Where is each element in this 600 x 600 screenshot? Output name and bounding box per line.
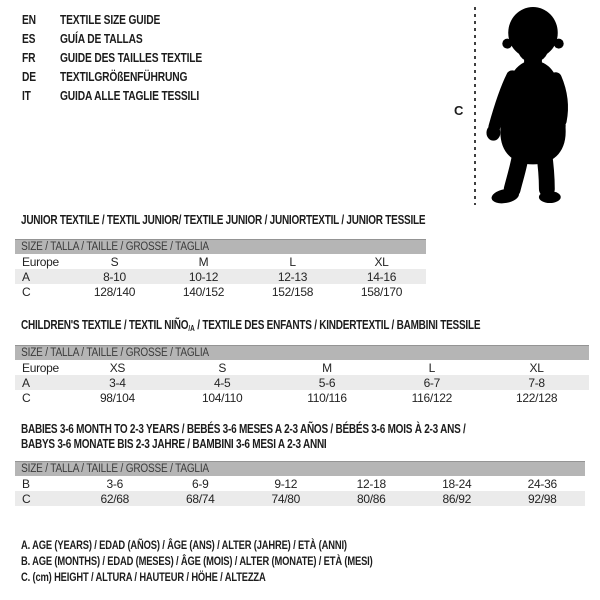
age-cell: 7-8 [528, 375, 545, 390]
size-cell: XS [109, 360, 126, 375]
age-cell: 6-7 [423, 375, 441, 390]
language-code: IT [22, 89, 31, 103]
children-section-title [21, 318, 480, 333]
language-title: GUIDA ALLE TAGLIE TESSILI [60, 89, 200, 103]
size-header-label: SIZE / TALLA / TAILLE / GRÖSSE / TAGLIA [21, 241, 209, 253]
age-cell: 6-9 [192, 476, 209, 491]
height-cell: 140/152 [182, 284, 225, 299]
height-cell: 122/128 [515, 390, 558, 405]
size-cell: XL [529, 360, 544, 375]
height-cell: 80/86 [356, 491, 386, 506]
height-cell: 158/170 [360, 284, 403, 299]
size-header-bar [15, 239, 426, 254]
size-cell: XL [374, 254, 389, 269]
row-label: C [22, 491, 31, 506]
size-cell: L [428, 360, 435, 375]
junior-section-title: JUNIOR TEXTILE / TEXTIL JUNIOR/ TEXTILE JUNIOR / JUNIORTEXTIL / JUNIOR TESSILE [21, 213, 426, 227]
table-row-europe [15, 360, 589, 375]
children-title-text: CHILDREN'S TEXTILE / TEXTIL NIÑO [21, 318, 189, 332]
row-label: Europe [22, 360, 59, 375]
babies-size-table [15, 461, 585, 506]
height-cell: 98/104 [99, 390, 135, 405]
height-cell: 152/158 [271, 284, 314, 299]
language-row [22, 49, 233, 68]
language-title: GUÍA DE TALLAS [60, 32, 143, 46]
age-cell: 14-16 [366, 269, 397, 284]
children-title-text: / TEXTILE DES ENFANTS / KINDERTEXTIL / BAMBINI TESSILE [194, 318, 481, 332]
size-cell: M [198, 254, 209, 269]
babies-title-line1: BABIES 3-6 MONTH TO 2-3 YEARS / BEBÉS 3-6 MESES A 2-3 AÑOS / BÉBÉS 3-6 MOIS À 2-3 ANS / [21, 422, 466, 436]
height-measure-label: C [454, 103, 464, 118]
babies-table-grid [15, 476, 585, 506]
language-title-list [22, 11, 233, 106]
height-cell: 110/116 [307, 390, 347, 405]
size-header-label: SIZE / TALLA / TAILLE / GRÖSSE / TAGLIA [21, 463, 209, 475]
height-cell: 128/140 [93, 284, 136, 299]
size-cell: S [218, 360, 227, 375]
legend-line-a: A. AGE (YEARS) / EDAD (AÑOS) / ÂGE (ANS) / ALTER (JAHRE) / ETÀ (ANNI) [21, 538, 347, 552]
size-cell: S [110, 254, 119, 269]
age-cell: 12-13 [277, 269, 308, 284]
babies-section-title [21, 422, 466, 452]
age-cell: 10-12 [188, 269, 219, 284]
age-cell: 24-36 [527, 476, 557, 491]
row-label: C [22, 284, 31, 299]
age-cell: 5-6 [318, 375, 336, 390]
junior-table-grid [15, 254, 426, 299]
age-cell: 3-6 [106, 476, 123, 491]
language-row [22, 68, 233, 87]
legend-line-c: C. (cm) HEIGHT / ALTURA / HAUTEUR / HÖHE / ALTEZZA [21, 570, 266, 584]
age-cell: 3-4 [109, 375, 126, 390]
language-row [22, 87, 233, 106]
age-cell: 4-5 [213, 375, 231, 390]
children-table-grid [15, 360, 589, 405]
table-row-europe [15, 254, 426, 269]
height-cell: 74/80 [271, 491, 301, 506]
junior-size-table [15, 239, 426, 299]
table-row-height [15, 284, 426, 299]
children-size-table [15, 345, 589, 405]
table-row-age [15, 269, 426, 284]
height-cell: 104/110 [202, 390, 243, 405]
table-row-age [15, 375, 589, 390]
language-code: ES [22, 32, 36, 46]
language-row [22, 11, 233, 30]
height-measure-dotted-line [474, 7, 476, 205]
age-cell: 8-10 [103, 269, 126, 284]
age-cell: 18-24 [442, 476, 472, 491]
age-cell: 12-18 [356, 476, 386, 491]
size-cell: L [289, 254, 296, 269]
language-title: GUIDE DES TAILLES TEXTILE [60, 51, 203, 65]
language-code: DE [22, 70, 36, 84]
measure-legend [21, 537, 472, 585]
language-row [22, 30, 233, 49]
language-code: EN [22, 13, 36, 27]
size-header-bar [15, 461, 585, 476]
row-label: C [22, 390, 31, 405]
row-label: A [22, 375, 30, 390]
row-label: A [22, 269, 30, 284]
baby-silhouette-icon [486, 5, 580, 205]
language-code: FR [22, 51, 36, 65]
height-cell: 86/92 [442, 491, 472, 506]
height-cell: 62/68 [100, 491, 130, 506]
size-header-label: SIZE / TALLA / TAILLE / GRÖSSE / TAGLIA [21, 347, 209, 359]
language-title: TEXTILE SIZE GUIDE [60, 13, 161, 27]
size-header-bar [15, 345, 589, 360]
babies-title-line2: BABYS 3-6 MONATE BIS 2-3 JAHRE / BAMBINI 3-6 MESI A 2-3 ANNI [21, 437, 327, 451]
size-cell: M [322, 360, 332, 375]
age-cell: 9-12 [274, 476, 298, 491]
table-row-age-months [15, 476, 585, 491]
legend-line-b: B. AGE (MONTHS) / EDAD (MESES) / ÂGE (MOIS) / ALTER (MONATE) / ETÀ (MESI) [21, 554, 373, 568]
table-row-height [15, 491, 585, 506]
language-title: TEXTILGRÖßENFÜHRUNG [60, 70, 188, 84]
row-label: B [22, 476, 30, 491]
height-cell: 92/98 [527, 491, 557, 506]
table-row-height [15, 390, 589, 405]
row-label: Europe [22, 254, 59, 269]
children-title-sub: /A [188, 324, 195, 333]
height-cell: 68/74 [185, 491, 215, 506]
height-cell: 116/122 [411, 390, 452, 405]
